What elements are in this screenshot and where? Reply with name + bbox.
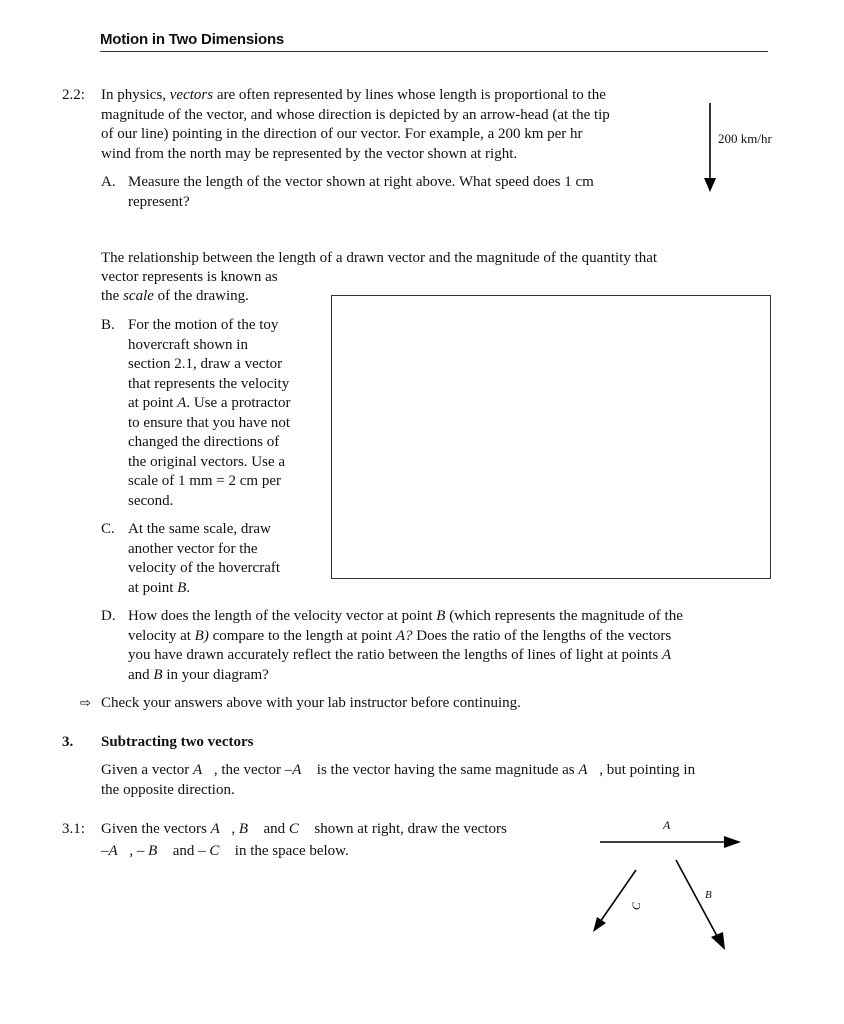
part-c-line-1: At the same scale, draw [128,521,271,537]
scale-line-2: vector represents is known as [101,269,278,285]
part-b-line-10: second. [128,492,174,509]
part-b-line-7: changed the directions of [128,434,280,450]
part-a-letter: A. [101,174,116,190]
part-b-line-4: that represents the velocity [128,375,290,392]
s22-line-4: wind from the north may be represented by the vector shown at right. [101,145,518,162]
section-3-line-1: Given a vector A⃗, the vector –A⃗ is the vector having the same magnitude as A⃗, but pointing in [101,762,696,778]
section-2-2-number: 2.2: [62,87,85,103]
part-b-line-3: section 2.1, draw a vector [128,356,283,372]
part-d-line-2: velocity at B) compare to the length at point A? Does the ratio of the lengths of the vectors [128,627,672,644]
part-d-line-3: you have drawn accurately reflect the ratio between the lengths of lines of light at points A [128,647,672,663]
check-arrow-icon: ⇨ [80,696,91,711]
section-3-heading: Subtracting two vectors [101,734,254,750]
part-b-line-2: hovercraft shown in [128,336,248,353]
s22-line-2: magnitude of the vector, and whose direction is depicted by an arrow-head (at the tip [101,106,610,123]
s22-line-3: of our line) pointing in the direction of our vector. For example, a 200 km per hr [101,126,583,142]
part-d-letter: D. [101,608,116,624]
part-d-line-1: How does the length of the velocity vector at point B (which represents the magnitude of the [128,608,683,624]
wind-vector-arrow [700,100,720,195]
section-3-number: 3. [62,734,74,750]
scale-line-1: The relationship between the length of a drawn vector and the magnitude of the quantity that [101,250,658,266]
vector-c-label: C [629,892,644,911]
part-c-line-4: at point B. [128,579,191,596]
page-title: Motion in Two Dimensions [100,31,285,48]
part-b-line-9: scale of 1 mm = 2 cm per [128,473,281,489]
part-b-line-8: the original vectors. Use a [128,453,286,470]
s22-line-1: In physics, vectors are often represented by lines whose length is proportional to the [101,87,606,103]
part-a-line-1: Measure the length of the vector shown at right above. What speed does 1 cm [128,174,594,190]
check-text: Check your answers above with your lab instructor before continuing. [101,695,521,711]
part-c-line-2: another vector for the [128,540,258,557]
section-3-line-2: the opposite direction. [101,781,235,798]
part-b-line-5: at point A. Use a protractor [128,395,291,411]
vector-a-label: A [663,818,680,832]
scale-line-3: the scale of the drawing. [101,288,249,304]
vector-a-arrow [598,830,748,854]
section-3-1-line-1: Given the vectors A⃗, B⃗ and C⃗ shown at right, draw the vectors [101,821,507,837]
vector-b-arrow [672,858,732,954]
part-b-line-6: to ensure that you have not [128,414,291,431]
part-a-line-2: represent? [128,193,190,210]
part-b-letter: B. [101,317,115,333]
part-b-line-1: For the motion of the toy [128,317,279,333]
part-c-letter: C. [101,521,115,537]
header-rule [100,51,768,52]
section-3-1-number: 3.1: [62,821,85,837]
vector-b-label: B [705,889,721,901]
section-3-1-line-2: –A⃗, – B⃗ and – C⃗ in the space below. [101,843,349,859]
wind-vector-label: 200 km/hr [718,131,772,146]
part-d-line-4: and B in your diagram? [128,666,269,683]
drawing-answer-box[interactable] [331,295,771,579]
part-c-line-3: velocity of the hovercraft [128,560,281,576]
